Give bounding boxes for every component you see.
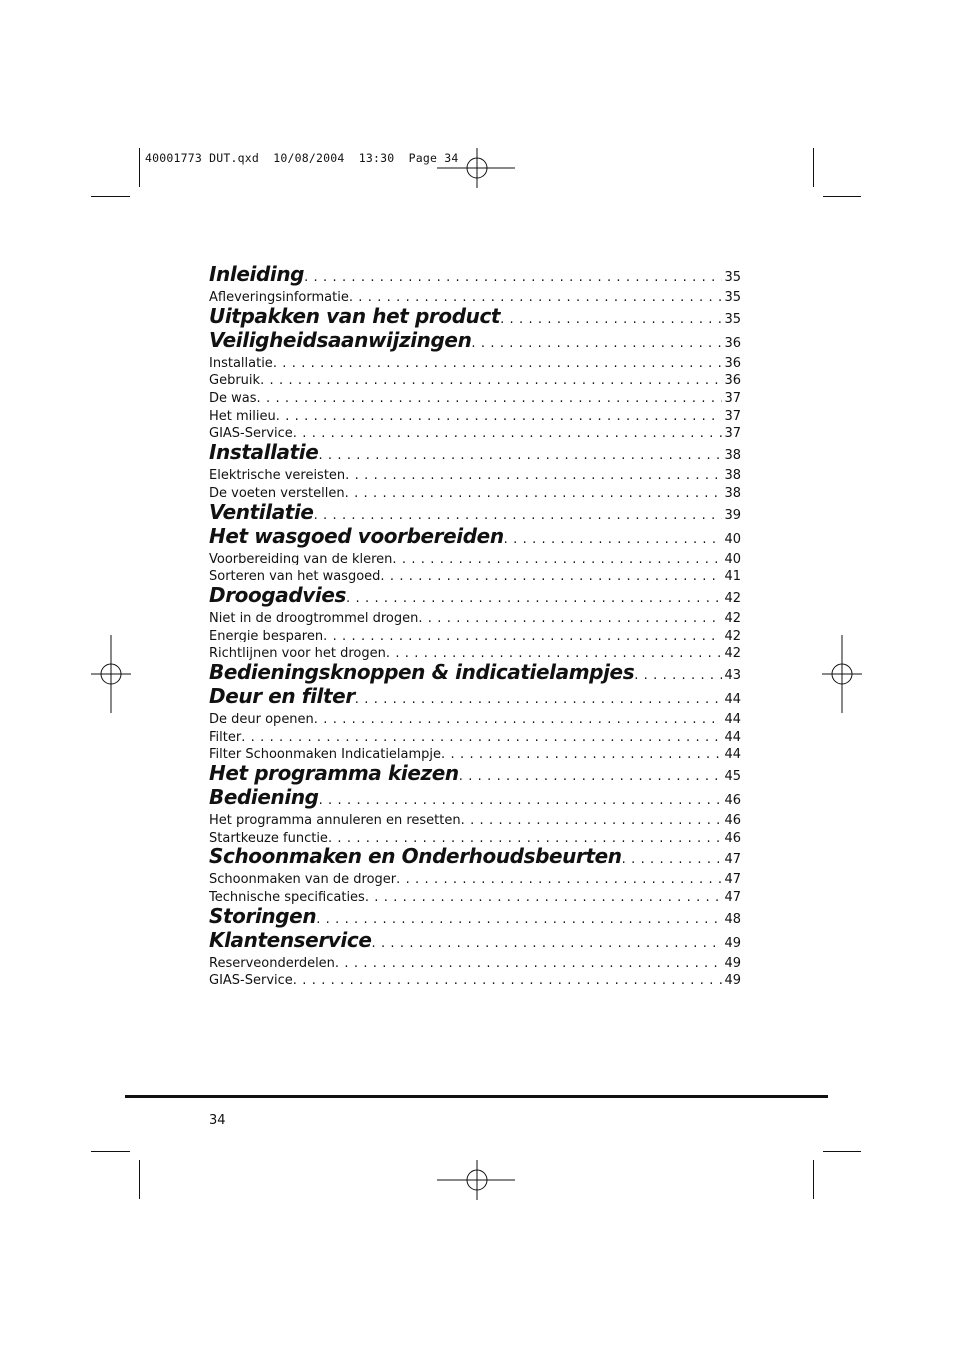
dot-leader [380,565,722,583]
toc-page-number: 39 [724,507,741,523]
toc-section[interactable] [209,328,741,352]
toc-section[interactable] [209,844,741,868]
toc-section[interactable] [209,500,741,524]
toc-section-title: Klantenservice [209,927,372,952]
toc-section-title: Het programma kiezen [209,761,459,785]
toc-page-number: 42 [724,590,741,606]
dot-leader [355,688,723,707]
dot-leader [392,548,722,566]
toc-subsection-title: Reserveonderdelen [209,955,335,970]
toc-subsection-title: Energie besparen [209,628,324,643]
toc-subsection[interactable] [209,708,741,726]
toc-subsection[interactable] [209,969,741,987]
dot-leader [319,789,723,808]
toc-subsection[interactable] [209,827,741,845]
dot-leader [622,848,723,867]
toc-subsection-title: Voorbereiding van de kleren [209,551,393,566]
toc-section-title: Inleiding [209,262,305,286]
toc-subsection-title: Filter [209,729,242,744]
toc-page-number: 47 [724,872,741,887]
toc-page-number: 42 [724,646,741,660]
toc-page-number: 43 [724,667,741,683]
toc-subsection-title: Elektrische vereisten [209,468,346,482]
toc-subsection[interactable] [209,868,741,886]
crop-mark-top-right-vertical [813,148,814,187]
toc-page-number: 36 [724,355,741,370]
dot-leader [418,607,722,625]
dot-leader [293,969,723,987]
toc-section-title: Schoonmaken en Onderhoudsbeurten [209,844,622,869]
dot-leader [314,504,723,523]
toc-section-title: Bedieningsknoppen & indicatielampjes [209,659,635,684]
dot-leader [318,444,722,463]
dot-leader [634,664,722,683]
registration-mark-right [822,635,862,713]
dot-leader [461,809,723,827]
crop-mark-bottom-left-horizontal [91,1151,130,1152]
toc-subsection-title: De voeten verstellen [209,485,345,500]
toc-section-title: Het wasgoed voorbereiden [209,523,504,548]
toc-subsection-title: GIAS-Service [209,426,293,441]
table-of-contents [209,262,741,987]
dot-leader [372,932,723,951]
dot-leader [349,286,723,304]
toc-page-number: 44 [724,691,741,707]
dot-leader [276,405,723,423]
toc-subsection-title: Richtlijnen voor het drogen [209,646,386,660]
toc-page-number: 46 [724,830,741,845]
toc-subsection[interactable] [209,422,741,440]
toc-section[interactable] [209,524,741,548]
toc-subsection[interactable] [209,565,741,583]
toc-page-number: 44 [724,711,741,726]
toc-subsection-title: Technische specificaties [209,890,365,904]
toc-section[interactable] [209,928,741,952]
toc-section[interactable] [209,583,741,607]
toc-section-title: Veiligheidsaanwijzingen [209,327,472,352]
toc-page-number: 35 [724,270,741,285]
dot-leader [346,587,722,606]
toc-section-title: Installatie [209,440,319,465]
dot-leader [328,827,723,845]
toc-section-title: Deur en filter [209,683,355,708]
toc-section-title: Ventilatie [209,499,314,524]
dot-leader [335,952,723,970]
dot-leader [500,308,722,327]
toc-page-number: 49 [724,955,741,970]
toc-page-number: 40 [724,531,741,547]
toc-page-number: 38 [724,468,741,482]
crop-mark-top-right-horizontal [823,196,861,197]
toc-section[interactable] [209,660,741,684]
toc-subsection-title: Afleveringsinformatie [209,290,349,304]
toc-subsection-title: Sorteren van het wasgoed [209,569,381,583]
dot-leader [314,708,723,726]
toc-page-number: 47 [724,852,741,868]
toc-subsection[interactable] [209,642,741,660]
toc-page-number: 37 [724,426,741,441]
print-slug: 40001773 DUT.qxd 10/08/2004 13:30 Page 34 [145,151,459,165]
registration-mark-left [91,635,131,713]
dot-leader [260,369,722,387]
dot-leader [316,908,722,927]
dot-leader [345,482,723,500]
registration-mark-bottom [437,1160,517,1200]
toc-page-number: 49 [724,935,741,951]
toc-section-title: Storingen [209,903,317,928]
toc-subsection-title: De was [209,391,257,405]
toc-page-number: 38 [724,485,741,500]
toc-subsection-title: Startkeuze functie [209,830,328,845]
toc-page-number: 42 [724,628,741,643]
toc-section-title: Uitpakken van het product [209,303,501,328]
toc-page-number: 36 [724,373,741,388]
dot-leader [386,642,723,660]
dot-leader [257,387,723,405]
toc-section[interactable] [209,785,741,809]
toc-page-number: 35 [724,311,741,327]
toc-subsection[interactable] [209,726,741,744]
dot-leader [273,352,723,370]
toc-page-number: 46 [724,813,741,827]
toc-subsection[interactable] [209,352,741,370]
dot-leader [441,743,722,761]
toc-subsection-title: GIAS-Service [209,973,293,988]
toc-page-number: 47 [724,890,741,904]
toc-subsection-title: Filter Schoonmaken Indicatielampje [209,747,442,761]
toc-subsection[interactable] [209,548,741,566]
toc-page-number: 45 [724,769,741,784]
toc-page-number: 44 [724,729,741,744]
toc-subsection[interactable] [209,405,741,423]
page-number: 34 [209,1113,226,1128]
toc-section[interactable] [209,440,741,464]
toc-section-title: Droogadvies [209,582,347,607]
dot-leader [396,868,722,886]
dot-leader [504,528,723,547]
toc-subsection[interactable] [209,286,741,304]
crop-mark-bottom-left-vertical [139,1160,140,1199]
toc-subsection-title: Het programma annuleren en resetten [209,813,461,827]
toc-section[interactable] [209,904,741,928]
footer-rule [125,1095,828,1098]
dot-leader [365,886,723,904]
toc-subsection-title: Installatie [209,355,273,370]
toc-page-number: 40 [724,551,741,566]
toc-section[interactable] [209,684,741,708]
dot-leader [323,625,722,643]
toc-page-number: 49 [724,973,741,988]
toc-subsection[interactable] [209,952,741,970]
toc-section-title: Bediening [209,785,319,809]
dot-leader [241,726,722,744]
registration-mark-top [437,148,517,188]
toc-section[interactable] [209,761,741,785]
crop-mark-bottom-right-horizontal [823,1151,861,1152]
dot-leader [345,464,722,482]
toc-section[interactable] [209,262,741,286]
toc-page-number: 37 [724,408,741,423]
toc-subsection-title: Niet in de droogtrommel drogen [209,610,419,625]
toc-page-number: 46 [724,793,741,808]
dot-leader [293,422,723,440]
toc-page-number: 44 [724,747,741,761]
toc-page-number: 42 [724,610,741,625]
toc-subsection[interactable] [209,886,741,904]
crop-mark-top-left-horizontal [91,196,130,197]
toc-subsection[interactable] [209,809,741,827]
toc-page-number: 36 [724,335,741,351]
toc-subsection[interactable] [209,482,741,500]
toc-page-number: 41 [724,569,741,583]
toc-subsection[interactable] [209,625,741,643]
dot-leader [304,266,722,285]
toc-subsection-title: Het milieu [209,408,276,423]
toc-subsection[interactable] [209,607,741,625]
toc-section[interactable] [209,304,741,328]
dot-leader [471,332,722,351]
toc-subsection[interactable] [209,464,741,482]
toc-subsection-title: Schoonmaken van de droger [209,872,397,887]
toc-page-number: 48 [724,911,741,927]
dot-leader [459,765,723,784]
toc-page-number: 37 [724,391,741,405]
toc-subsection[interactable] [209,369,741,387]
toc-subsection[interactable] [209,743,741,761]
crop-mark-top-left-vertical [139,148,140,187]
toc-page-number: 38 [724,448,741,464]
toc-page-number: 35 [724,290,741,304]
toc-subsection[interactable] [209,387,741,405]
toc-subsection-title: Gebruik [209,373,261,388]
crop-mark-bottom-right-vertical [813,1160,814,1199]
toc-subsection-title: De deur openen [209,711,314,726]
